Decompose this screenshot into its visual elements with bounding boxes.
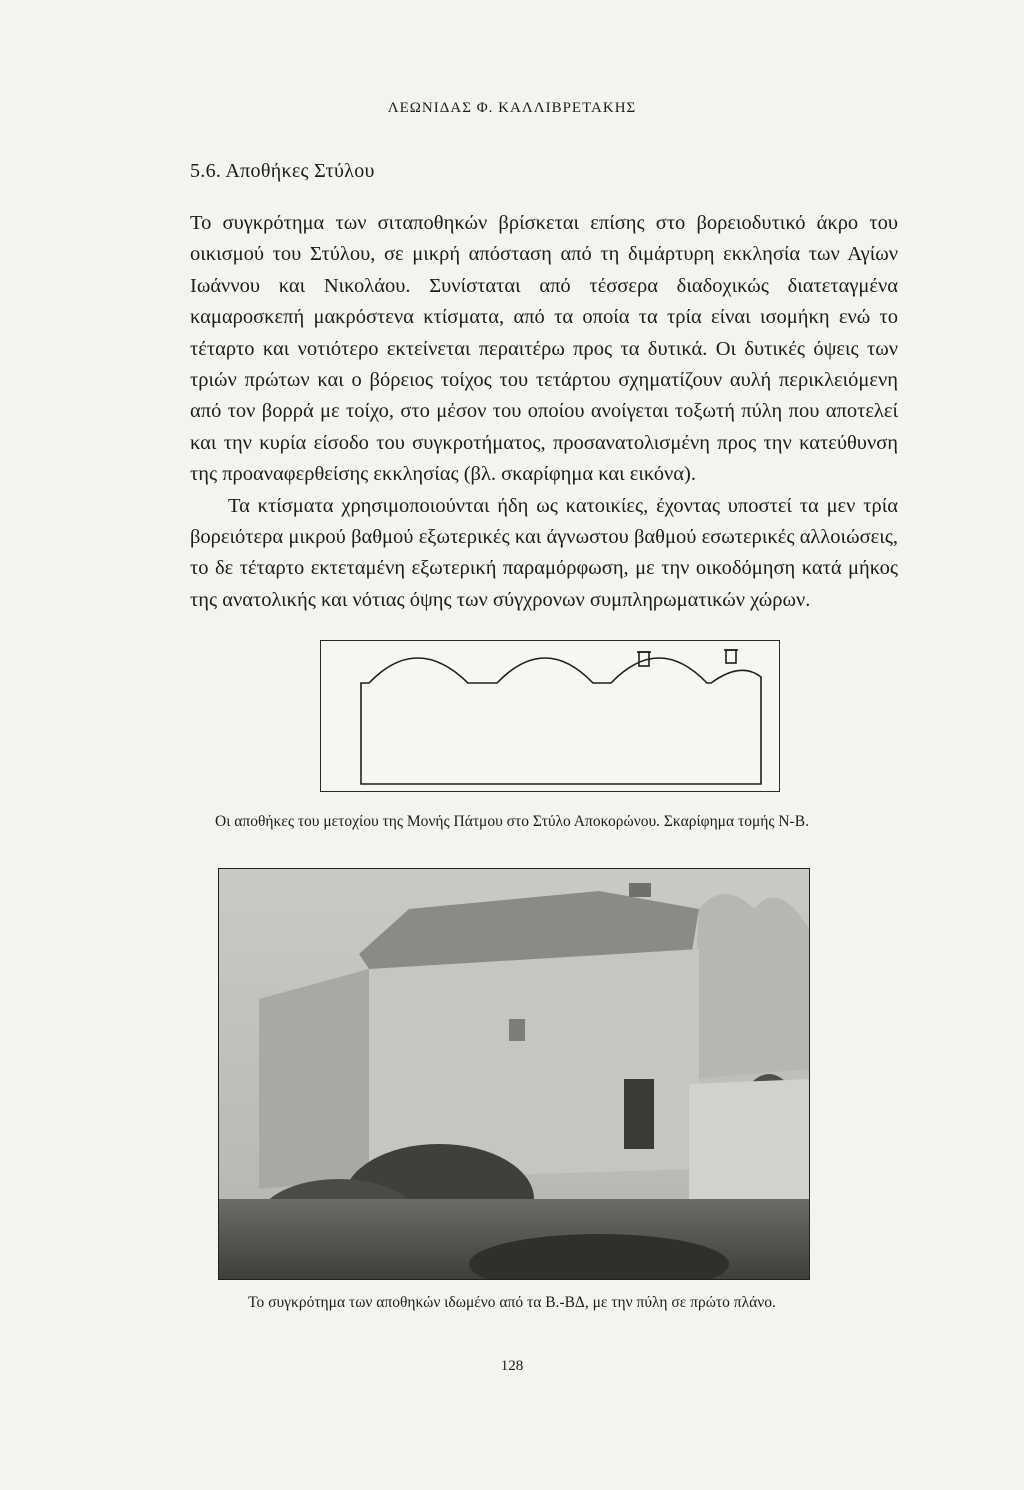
paragraph-1: Το συγκρότημα των σιταποθηκών βρίσκεται επίσης στο βορειοδυτικό άκρο του οικισμού του Στύλου, σε μικρή απόσταση από τη διμάρτυρη εκκλησία των Αγίων Ιωάννου και Νικολάου. Συνίσταται από τέσσερα διαδοχικώς διατεταγμένα καμαροσκεπή μακρόστενα κτίσματα, από τα οποία τα τρία είναι ισομήκη ενώ το τέταρτο και νοτιότερο εκτείνεται περαιτέρω προς τα δυτικά. Οι δυτικές όψεις των τριών πρώτων και ο βόρειος τοίχος του τετάρτου σχηματίζουν αυλή περικλειόμενη από τον βορρά με τοίχο, στο μέσον του οποίου ανοίγεται τοξωτή πύλη που αποτελεί και την κυρία είσοδο του συγκροτήματος, προσανατολισμένη προς την κατεύθυνση της προαναφερθείσης εκκλησίας (βλ. σκαρίφημα και εικόνα). <box>190 212 898 486</box>
section-sketch <box>320 640 780 792</box>
complex-photo <box>218 868 810 1280</box>
photo-caption: Το συγκρότημα των αποθηκών ιδωμένο από τα Β.-ΒΔ, με την πύλη σε πρώτο πλάνο. <box>248 1294 776 1311</box>
page-number: 128 <box>500 1358 524 1374</box>
sketch-drawing <box>321 641 779 791</box>
section-title: 5.6. Αποθήκες Στύλου <box>190 160 375 182</box>
sketch-caption: Οι αποθήκες του μετοχίου της Μονής Πάτμου στο Στύλο Αποκορώνου. Σκαρίφημα τομής Ν-Β. <box>215 813 809 830</box>
body-text <box>190 208 898 616</box>
paragraph-2: Τα κτίσματα χρησιμοποιούνται ήδη ως κατοικίες, έχοντας υποστεί τα μεν τρία βορειότερα μικρού βαθμού εξωτερικές και άγνωστου βαθμού εσωτερικές αλλοιώσεις, το δε τέταρτο εκτεταμένη εξωτερική παραμόρφωση, με την οικοδόμηση κατά μήκος της ανατολικής και νότιας όψης των σύγχρονων συμπληρωματικών χώρων. <box>190 494 898 611</box>
photo-image <box>219 869 809 1279</box>
running-head: ΛΕΩΝΙΔΑΣ Φ. ΚΑΛΛΙΒΡΕΤΑΚΗΣ <box>387 100 637 116</box>
